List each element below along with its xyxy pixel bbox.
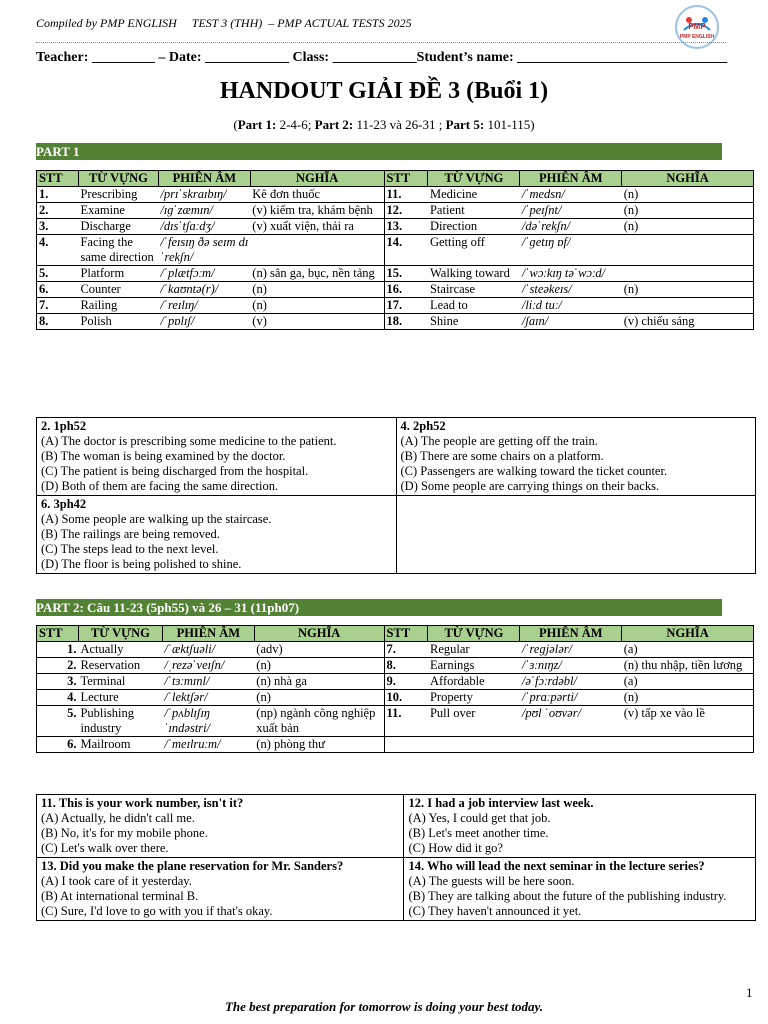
vocab-cell: Patient <box>428 203 520 219</box>
vocab-cell: /pʊl ˈoʊvər/ <box>520 706 622 737</box>
vocab-cell: 8. <box>37 314 79 330</box>
vocab-cell: /ˈɜːnɪŋz/ <box>520 658 622 674</box>
vocab-cell <box>384 737 428 753</box>
vocab-cell: /ˈsteəkeɪs/ <box>520 282 622 298</box>
vocab-cell <box>250 235 384 266</box>
vocab-cell: 5. <box>37 266 79 282</box>
vocab-cell: (n) <box>254 690 384 706</box>
vocab-cell: Facing the same direction <box>78 235 158 266</box>
column-header: STT <box>384 626 428 642</box>
vocab-cell: 10. <box>384 690 428 706</box>
vocab-cell <box>428 737 520 753</box>
vocab-cell: (n) nhà ga <box>254 674 384 690</box>
vocab-cell: 16. <box>384 282 428 298</box>
vocab-cell: (a) <box>622 642 754 658</box>
answer-option: (C) Passengers are walking toward the ticket counter. <box>400 464 668 478</box>
answer-option: (C) Sure, I'd love to go with you if that's okay. <box>41 904 273 918</box>
vocab-cell: Direction <box>428 219 520 235</box>
vocab-row <box>37 690 754 706</box>
vocab-row <box>37 187 754 203</box>
vocab-cell: 14. <box>384 235 428 266</box>
column-header: NGHĨA <box>622 171 754 187</box>
vocab-cell: 17. <box>384 298 428 314</box>
vocab-cell: Mailroom <box>78 737 162 753</box>
vocab-cell: Lead to <box>428 298 520 314</box>
vocab-cell: Affordable <box>428 674 520 690</box>
vocab-cell: 11. <box>384 706 428 737</box>
vocab-cell: /ˈreɡjələr/ <box>520 642 622 658</box>
vocab-cell: /liːd tuː/ <box>520 298 622 314</box>
vocab-cell: /ˈwɔːkɪŋ təˈwɔːd/ <box>520 266 622 282</box>
vocab-cell: /əˈfɔːrdəbl/ <box>520 674 622 690</box>
vocab-row <box>37 314 754 330</box>
vocab-cell: (n) <box>250 298 384 314</box>
vocab-cell: Earnings <box>428 658 520 674</box>
vocab-cell: (n) thu nhập, tiền lương <box>622 658 754 674</box>
question-block <box>37 418 397 496</box>
vocab-cell: (n) <box>622 187 754 203</box>
vocab-cell: Shine <box>428 314 520 330</box>
empty-cell <box>396 496 756 574</box>
vocab-cell: 11. <box>384 187 428 203</box>
vocab-cell: 1. <box>37 187 79 203</box>
vocab-cell: /ˈtɜːmɪnl/ <box>162 674 254 690</box>
answer-option: (B) No, it's for my mobile phone. <box>41 826 208 840</box>
answer-option: (B) The woman is being examined by the doctor. <box>41 449 286 463</box>
vocab-cell: Property <box>428 690 520 706</box>
answer-option: (C) How did it go? <box>408 841 503 855</box>
column-header: PHIÊN ÂM <box>520 626 622 642</box>
vocab-cell: (n) <box>622 282 754 298</box>
vocab-cell: Platform <box>78 266 158 282</box>
header-compiled: Compiled by PMP ENGLISH TEST 3 (THH) – PMP ACTUAL TESTS 2025 <box>36 16 412 30</box>
vocab-cell: (n) sân ga, bục, nền tảng <box>250 266 384 282</box>
vocab-cell: 7. <box>384 642 428 658</box>
column-header: TỪ VỰNG <box>78 626 162 642</box>
question-heading: 4. 2ph52 <box>400 419 446 433</box>
vocab-row <box>37 266 754 282</box>
vocab-cell <box>622 298 754 314</box>
vocab-cell: 18. <box>384 314 428 330</box>
part1-questions-table <box>36 417 756 574</box>
vocab-cell: 1. <box>37 642 79 658</box>
question-heading: 12. I had a job interview last week. <box>408 796 594 810</box>
question-heading: 6. 3ph42 <box>41 497 87 511</box>
vocab-row <box>37 642 754 658</box>
vocab-cell: (v) tấp xe vào lề <box>622 706 754 737</box>
vocab-cell: Terminal <box>78 674 162 690</box>
vocab-row <box>37 674 754 690</box>
vocab-cell: 13. <box>384 219 428 235</box>
vocab-cell: (n) <box>622 690 754 706</box>
vocab-cell <box>622 266 754 282</box>
question-block <box>37 858 404 921</box>
vocab-cell: /ˈreɪlɪŋ/ <box>158 298 250 314</box>
pmp-logo-icon <box>674 4 720 50</box>
question-block <box>37 795 404 858</box>
vocab-row <box>37 298 754 314</box>
vocab-cell: 6. <box>37 282 79 298</box>
column-header: PHIÊN ÂM <box>158 171 250 187</box>
part2-band: PART 2: Câu 11-23 (5ph55) và 26 – 31 (11ph07) <box>36 599 722 616</box>
vocab-cell: /ɪɡˈzæmɪn/ <box>158 203 250 219</box>
vocab-cell: 3. <box>37 674 79 690</box>
vocab-row <box>37 235 754 266</box>
column-header: NGHĨA <box>622 626 754 642</box>
answer-option: (A) Actually, he didn't call me. <box>41 811 195 825</box>
question-block <box>396 418 756 496</box>
vocab-cell: /ˈɡetɪŋ ɒf/ <box>520 235 622 266</box>
vocab-cell: /ˈpʌblɪʃɪŋ ˈɪndəstri/ <box>162 706 254 737</box>
answer-option: (A) Yes, I could get that job. <box>408 811 551 825</box>
vocab-cell: Reservation <box>78 658 162 674</box>
vocab-cell: Staircase <box>428 282 520 298</box>
vocab-cell: /prɪˈskraɪbɪŋ/ <box>158 187 250 203</box>
vocab-cell: (n) <box>254 658 384 674</box>
vocab-cell: Railing <box>78 298 158 314</box>
column-header: STT <box>37 626 79 642</box>
vocab-cell: (n) phòng thư <box>254 737 384 753</box>
question-heading: 11. This is your work number, isn't it? <box>41 796 244 810</box>
column-header: PHIÊN ÂM <box>520 171 622 187</box>
part2-vocab-table <box>36 625 754 753</box>
vocab-cell: (v) chiếu sáng <box>622 314 754 330</box>
vocab-cell: Discharge <box>78 219 158 235</box>
vocab-cell: (adv) <box>254 642 384 658</box>
answer-option: (A) The doctor is prescribing some medicine to the patient. <box>41 434 337 448</box>
header-divider <box>36 42 726 43</box>
vocab-cell: 3. <box>37 219 79 235</box>
vocab-cell: 5. <box>37 706 79 737</box>
part1-band: PART 1 <box>36 143 722 160</box>
answer-option: (C) Let's walk over there. <box>41 841 169 855</box>
column-header: NGHĨA <box>254 626 384 642</box>
part2-questions-table <box>36 794 756 921</box>
vocab-cell: /ˈæktʃuəli/ <box>162 642 254 658</box>
vocab-cell: Examine <box>78 203 158 219</box>
vocab-cell: (n) <box>622 219 754 235</box>
vocab-row <box>37 203 754 219</box>
vocab-cell: /ˈkaʊntə(r)/ <box>158 282 250 298</box>
vocab-cell: Getting off <box>428 235 520 266</box>
answer-option: (D) Both of them are facing the same direction. <box>41 479 279 493</box>
vocab-cell: Lecture <box>78 690 162 706</box>
vocab-cell: (n) <box>622 203 754 219</box>
vocab-cell <box>622 235 754 266</box>
column-header: TỪ VỰNG <box>78 171 158 187</box>
answer-option: (B) Let's meet another time. <box>408 826 549 840</box>
column-header: TỪ VỰNG <box>428 171 520 187</box>
vocab-cell: (n) <box>250 282 384 298</box>
vocab-cell: (a) <box>622 674 754 690</box>
vocab-cell: 2. <box>37 203 79 219</box>
question-heading: 14. Who will lead the next seminar in the lecture series? <box>408 859 705 873</box>
vocab-cell: /ʃaɪn/ <box>520 314 622 330</box>
vocab-cell: Actually <box>78 642 162 658</box>
vocab-cell: /ˈfeɪsɪŋ ðə seɪm dɪˈrekʃn/ <box>158 235 250 266</box>
page-subtitle: (Part 1: 2-4-6; Part 2: 11-23 và 26-31 ; Part 5: 101-115) <box>233 117 535 132</box>
vocab-cell: 4. <box>37 235 79 266</box>
vocab-cell: 6. <box>37 737 79 753</box>
vocab-cell: (v) kiểm tra, khám bệnh <box>250 203 384 219</box>
vocab-cell: /dɪsˈtʃɑːdʒ/ <box>158 219 250 235</box>
column-header: STT <box>37 171 79 187</box>
vocab-cell: 7. <box>37 298 79 314</box>
page-title: HANDOUT GIẢI ĐỀ 3 (Buổi 1) <box>219 78 549 104</box>
part1-vocab-table <box>36 170 754 330</box>
column-header: NGHĨA <box>250 171 384 187</box>
answer-option: (D) The floor is being polished to shine. <box>41 557 242 571</box>
footer-quote: The best preparation for tomorrow is doing your best today. <box>224 999 544 1014</box>
vocab-row <box>37 282 754 298</box>
vocab-cell: (np) ngành công nghiệp xuất bản <box>254 706 384 737</box>
vocab-cell: Walking toward <box>428 266 520 282</box>
vocab-cell: 2. <box>37 658 79 674</box>
vocab-cell <box>622 737 754 753</box>
vocab-cell: Prescribing <box>78 187 158 203</box>
vocab-row <box>37 737 754 753</box>
vocab-cell: Polish <box>78 314 158 330</box>
vocab-cell: 8. <box>384 658 428 674</box>
answer-option: (A) The guests will be here soon. <box>408 874 575 888</box>
vocab-cell: Pull over <box>428 706 520 737</box>
svg-text:PMP: PMP <box>688 22 706 31</box>
page-number: 1 <box>746 985 753 1000</box>
vocab-cell: Publishing industry <box>78 706 162 737</box>
vocab-cell: 12. <box>384 203 428 219</box>
vocab-cell: /ˈpeɪʃnt/ <box>520 203 622 219</box>
vocab-cell: /ˈpɒlɪʃ/ <box>158 314 250 330</box>
vocab-cell: Counter <box>78 282 158 298</box>
answer-option: (B) The railings are being removed. <box>41 527 220 541</box>
vocab-cell: 15. <box>384 266 428 282</box>
vocab-cell <box>520 737 622 753</box>
answer-option: (A) Some people are walking up the staircase. <box>41 512 272 526</box>
answer-option: (A) I took care of it yesterday. <box>41 874 192 888</box>
svg-text:PMP ENGLISH: PMP ENGLISH <box>679 34 715 40</box>
vocab-cell: /ˈprɑːpərti/ <box>520 690 622 706</box>
answer-option: (B) There are some chairs on a platform. <box>400 449 604 463</box>
vocab-cell: /ˌrezəˈveɪʃn/ <box>162 658 254 674</box>
answer-option: (A) The people are getting off the train. <box>400 434 598 448</box>
answer-option: (D) Some people are carrying things on their backs. <box>400 479 660 493</box>
vocab-cell: 9. <box>384 674 428 690</box>
vocab-cell: /ˈlektʃər/ <box>162 690 254 706</box>
column-header: STT <box>384 171 428 187</box>
answer-option: (C) The patient is being discharged from the hospital. <box>41 464 309 478</box>
student-info-line: Teacher: _________ – Date: ____________ Class: ____________Student’s name: ______________________________ <box>36 50 728 65</box>
vocab-cell: (v) <box>250 314 384 330</box>
answer-option: (C) The steps lead to the next level. <box>41 542 219 556</box>
vocab-row <box>37 706 754 737</box>
vocab-cell: Medicine <box>428 187 520 203</box>
vocab-cell: 4. <box>37 690 79 706</box>
vocab-cell: Regular <box>428 642 520 658</box>
vocab-row <box>37 658 754 674</box>
answer-option: (C) They haven't announced it yet. <box>408 904 582 918</box>
question-block <box>404 795 756 858</box>
answer-option: (B) They are talking about the future of the publishing industry. <box>408 889 727 903</box>
vocab-cell: /ˈmeɪlruːm/ <box>162 737 254 753</box>
question-block <box>404 858 756 921</box>
question-block <box>37 496 397 574</box>
vocab-cell: Kê đơn thuốc <box>250 187 384 203</box>
vocab-cell: /dəˈrekʃn/ <box>520 219 622 235</box>
vocab-cell: (v) xuất viện, thải ra <box>250 219 384 235</box>
vocab-cell: /ˈmedsn/ <box>520 187 622 203</box>
answer-option: (B) At international terminal B. <box>41 889 199 903</box>
question-heading: 2. 1ph52 <box>41 419 87 433</box>
vocab-cell: /ˈplætfɔːm/ <box>158 266 250 282</box>
vocab-row <box>37 219 754 235</box>
column-header: TỪ VỰNG <box>428 626 520 642</box>
question-heading: 13. Did you make the plane reservation for Mr. Sanders? <box>41 859 344 873</box>
column-header: PHIÊN ÂM <box>162 626 254 642</box>
